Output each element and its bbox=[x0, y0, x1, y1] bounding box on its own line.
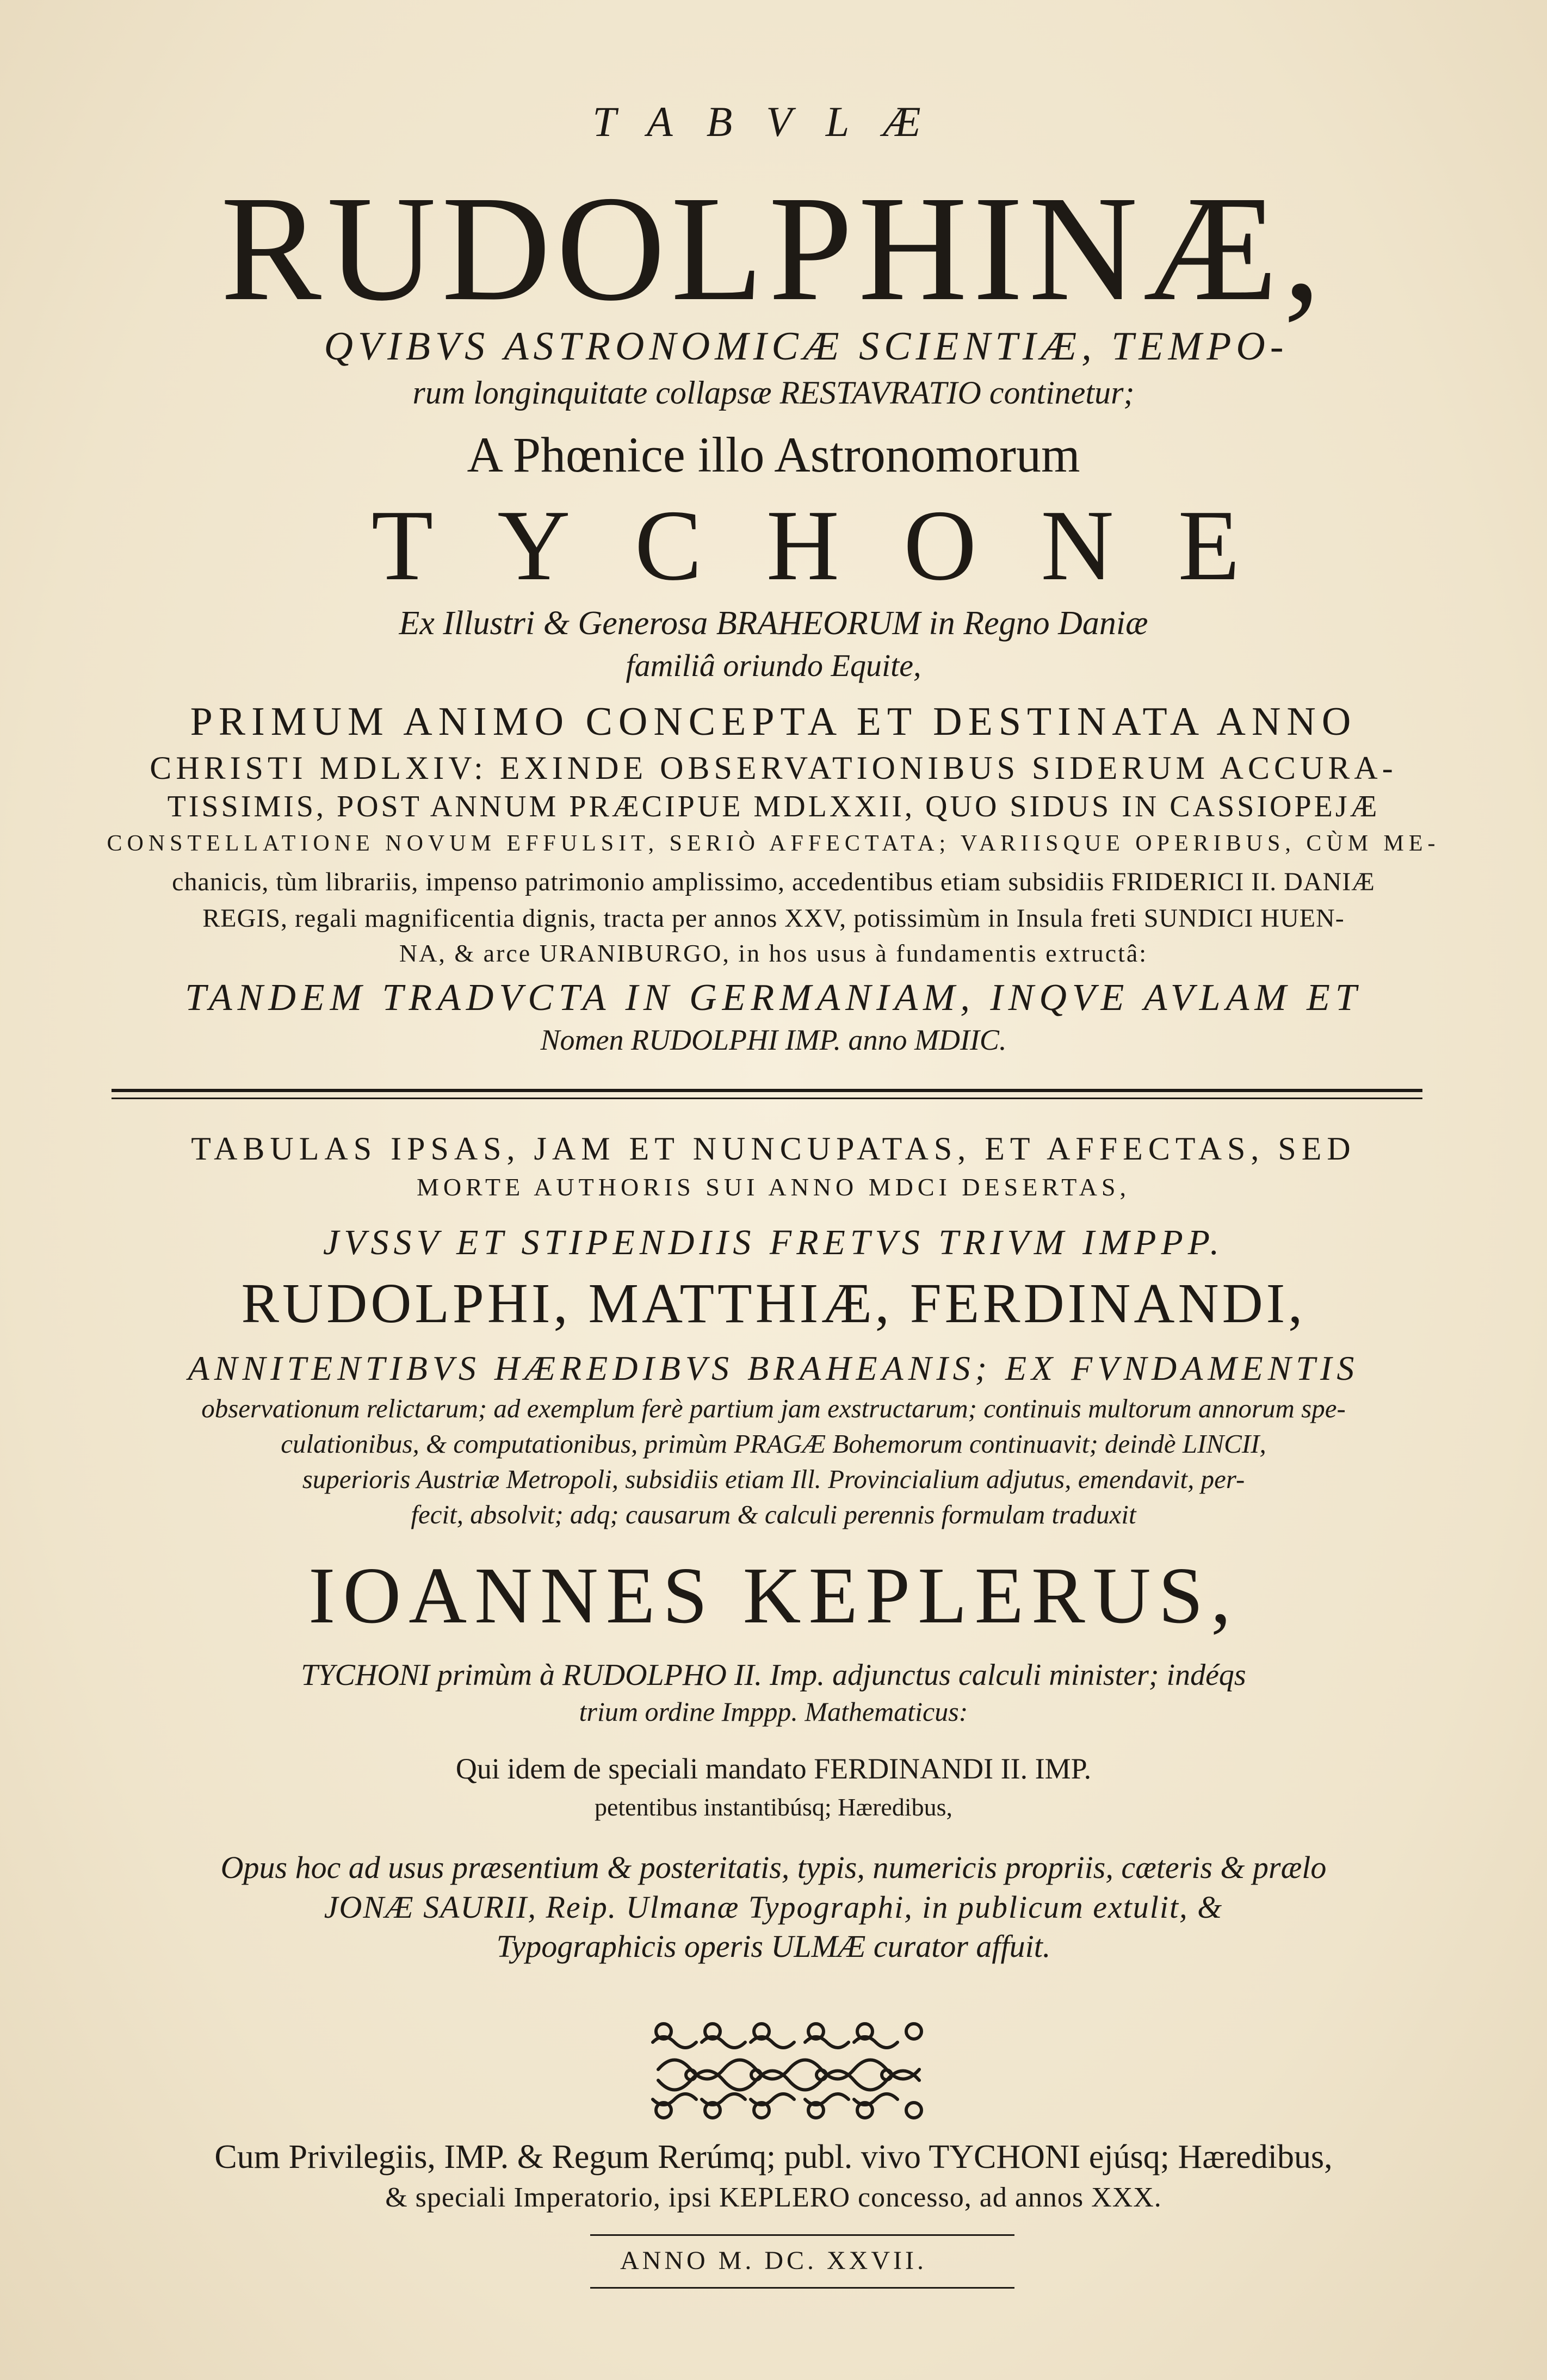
primum-line-2: CHRISTI MDLXIV: EXINDE OBSERVATIONIBUS SIDERUM ACCURA- bbox=[150, 750, 1397, 786]
tabulas-line-2: MORTE AUTHORIS SUI ANNO MDCI DESERTAS, bbox=[417, 1173, 1130, 1201]
primum-line-3: TISSIMIS, POST ANNUM PRÆCIPUE MDLXXII, QUO SIDUS IN CASSIOPEJÆ bbox=[167, 790, 1380, 823]
divider-rule-thin bbox=[112, 1098, 1422, 1099]
opus-line-2: JONÆ SAURII, Reip. Ulmanæ Typographi, in publicum extulit, & bbox=[324, 1889, 1223, 1925]
qui-idem-line-2: petentibus instantibúsq; Hæredibus, bbox=[594, 1793, 952, 1821]
author-name: IOANNES KEPLERUS, bbox=[308, 1551, 1239, 1640]
tabulas-line-1: TABULAS IPSAS, JAM ET NUNCUPATAS, ET AFFECTAS, SED bbox=[191, 1131, 1356, 1167]
tandem-line-2: Nomen RUDOLPHI IMP. anno MDIIC. bbox=[540, 1024, 1007, 1056]
opus-line-3: Typographicis operis ULMÆ curator affuit. bbox=[496, 1929, 1051, 1964]
tandem-line-1: TANDEM TRADVCTA IN GERMANIAM, INQVE AVLAM ET bbox=[185, 977, 1362, 1019]
annitentibus-line: ANNITENTIBVS HÆREDIBVS BRAHEANIS; EX FVNDAMENTIS bbox=[188, 1349, 1359, 1387]
divider-rule-thick bbox=[112, 1089, 1422, 1092]
phoenice-line: A Phœnice illo Astronomorum bbox=[467, 427, 1080, 482]
main-title: RUDOLPHINÆ, bbox=[220, 165, 1327, 332]
observationum-line-2: culationibus, & computationibus, primùm PRAGÆ Bohemorum continuavit; deindè LINCII, bbox=[281, 1429, 1266, 1459]
publication-date: ANNO M. DC. XXVII. bbox=[620, 2246, 927, 2275]
date-rule-bottom bbox=[590, 2287, 1014, 2289]
primum-line-7: NA, & arce URANIBURGO, in hos usus à fundamentis extructâ: bbox=[399, 939, 1148, 967]
tychoni-line-2: trium ordine Imppp. Mathematicus: bbox=[579, 1696, 968, 1727]
privilege-line-1: Cum Privilegiis, IMP. & Regum Rerúmq; publ. vivo TYCHONI ejúsq; Hæredibus, bbox=[214, 2139, 1333, 2176]
observationum-line-4: fecit, absolvit; adq; causarum & calculi perennis formulam traduxit bbox=[411, 1499, 1136, 1529]
primum-line-1: PRIMUM ANIMO CONCEPTA ET DESTINATA ANNO bbox=[190, 699, 1357, 744]
tychone-heading: TYCHONE bbox=[371, 489, 1304, 602]
familia-line: familiâ oriundo Equite, bbox=[626, 648, 921, 683]
printer-ornament-icon bbox=[642, 2012, 936, 2127]
observationum-line-3: superioris Austriæ Metropoli, subsidiis etiam Ill. Provincialium adjutus, emendavit, per- bbox=[302, 1464, 1245, 1494]
tabulae-heading: TABVLÆ bbox=[592, 98, 955, 145]
tychoni-line-1: TYCHONI primùm à RUDOLPHO II. Imp. adjunctus calculi minister; indéqs bbox=[301, 1658, 1246, 1692]
observationum-line-1: observationum relictarum; ad exemplum ferè partium jam exstructarum; continuis multorum annorum spe- bbox=[201, 1393, 1346, 1423]
privilege-line-2: & speciali Imperatorio, ipsi KEPLERO concesso, ad annos XXX. bbox=[385, 2182, 1162, 2213]
quibus-line-1: QVIBVS ASTRONOMICÆ SCIENTIÆ, TEMPO- bbox=[324, 324, 1289, 369]
jussu-line: JVSSV ET STIPENDIIS FRETVS TRIVM IMPPP. bbox=[323, 1223, 1224, 1262]
date-rule-top bbox=[590, 2234, 1014, 2236]
qui-idem-line-1: Qui idem de speciali mandato FERDINANDI II. IMP. bbox=[455, 1752, 1092, 1785]
opus-line-1: Opus hoc ad usus præsentium & posteritatis, typis, numericis propriis, cæteris & prælo bbox=[220, 1850, 1327, 1885]
quibus-line-2: rum longinquitate collapsæ RESTAVRATIO continetur; bbox=[412, 375, 1135, 411]
primum-line-5: chanicis, tùm librariis, impenso patrimonio amplissimo, accedentibus etiam subsidiis FRIDERICI II. DANIÆ bbox=[172, 867, 1375, 896]
primum-line-4: CONSTELLATIONE NOVUM EFFULSIT, SERIÒ AFFECTATA; VARIISQUE OPERIBUS, CÙM ME- bbox=[107, 831, 1440, 856]
ex-illustri-line: Ex Illustri & Generosa BRAHEORUM in Regno Daniæ bbox=[399, 605, 1148, 642]
primum-line-6: REGIS, regali magnificentia dignis, tracta per annos XXV, potissimùm in Insula freti SUNDICI HUEN- bbox=[202, 904, 1345, 933]
emperors-line: RUDOLPHI, MATTHIÆ, FERDINANDI, bbox=[241, 1272, 1306, 1335]
